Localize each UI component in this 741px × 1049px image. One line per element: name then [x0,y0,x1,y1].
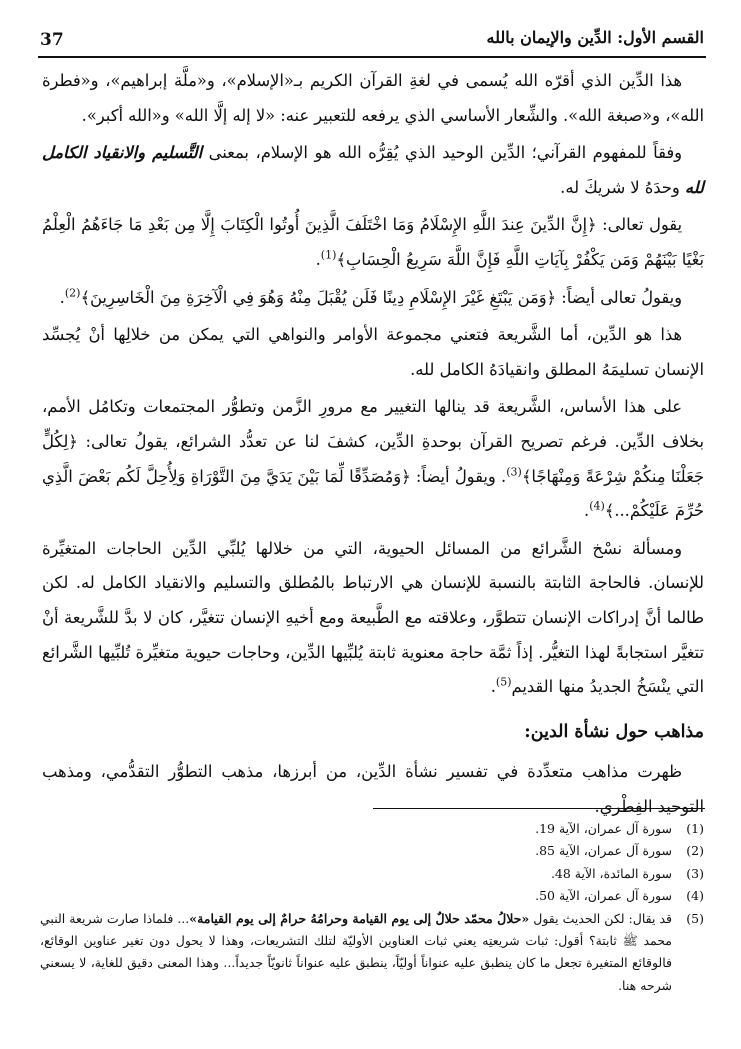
quran-verse-4: ﴿وَمُصَدِّقًا لِّمَا بَيْنَ يَدَيَّ مِنَ التَّوْرَاةِ وَلِأُحِلَّ لَكُم بَعْضَ الَّذِي حُرِّمَ عَلَيْكُمْ...﴾ [42,466,704,521]
paragraph-2 [42,136,704,205]
footnote-text: سورة المائدة، الآية 48. [550,865,672,881]
footnote-5-text-b: ... فلماذا صارت شريعة النبي محمد ﷺ ثابتة؟ أقول: ثبات شريعتِه يعني ثبات العناوين الأوليّة لتلك التشريعات، وهذا لا يحول دون تغير عناوين الوقائع، فالوقائع المتغيرة تجعل ما كان ينطبق عليه عنواناً أوليّاً، ينطبق عليه عنواناً ثانويّاً جديداً... وهذا المعنى دقيق للغاية، لا يسعني شرحه هنا. [40,910,672,993]
running-title: القسم الأول: الدِّين والإيمان بالله [486,28,704,47]
footnote-item [40,885,704,907]
footnotes [40,818,704,997]
footnote-ref-5[interactable]: (5) [495,675,512,689]
footnote-number: (5) [686,910,704,926]
paragraph-6-text-a: على هذا الأساس، الشَّريعة قد ينالها التغيير مع مرورِ الزَّمن وتطوُّر المجتمعات وتكامُل الأمم، بخلاف الدِّين. فرغم تصريح القرآن بوحدةِ الدِّين، كشفَ لنا عن تعدُّد الشرائع، يقولُ تعالى: [42,397,704,451]
footnote-item [40,818,704,840]
footnote-number: (1) [686,821,704,836]
quran-verse-1: ﴿إِنَّ الدِّينَ عِندَ اللَّهِ الإِسْلَامُ وَمَا اخْتَلَفَ الَّذِينَ أُوتُوا الْكِتَابَ إِلَّا مِن بَعْدِ مَا جَاءَهُمُ الْعِلْمُ بَغْيًا بَيْنَهُمْ وَمَن يَكْفُرْ بِآيَاتِ اللَّهِ فَإِنَّ اللَّهَ سَرِيعُ الْحِسَابِ﴾ [42,215,704,269]
paragraph-3: يقول تعالى: ﴿إِنَّ الدِّينَ عِندَ اللَّهِ الإِسْلَامُ وَمَا اخْتَلَفَ الَّذِينَ أُوتُوا الْكِتَابَ إِلَّا مِن بَعْدِ مَا جَاءَهُمُ الْعِلْمُ بَغْيًا بَيْنَهُمْ وَمَن يَكْفُرْ بِآيَاتِ اللَّهِ فَإِنَّ اللَّهَ سَرِيعُ الْحِسَابِ﴾$^{(1)}$. [42,215,704,269]
paragraph-8: ظهرت مذاهب متعدِّدة في تفسير نشأة الدِّين، من أبرزها، مذهب التطوُّر التقدُّمي، ومذهب التوحيد الفِطْري. [42,762,704,816]
footnote-item [40,863,704,885]
footnote-text: سورة آل عمران، الآية 85. [535,843,672,859]
hadith-quote: «حلالُ محمّد حلالٌ إلى يوم القيامة وحرامُهُ حرامٌ إلى يوم القيامة» [189,910,530,926]
footnote-number: (3) [686,865,704,881]
footnote-item [40,840,704,862]
quran-verse-3: ﴿لِكُلٍّ جَعَلْنَا مِنكُمْ شِرْعَةً وَمِنْهَاجًا﴾ [42,431,704,486]
paragraph-6-text-b: . ويقولُ أيضاً: [410,466,507,486]
footnote-number: (2) [686,843,704,859]
paragraph-6: على هذا الأساس، الشَّريعة قد ينالها التغيير مع مرورِ الزَّمن وتطوُّر المجتمعات وتكامُل الأمم، بخلاف الدِّين. فرغم تصريح القرآن بوحدةِ الدِّين، كشفَ لنا عن تعدُّد الشرائع، يقولُ تعالى: ﴿لِكُلٍّ جَعَلْنَا مِنكُمْ شِرْعَةً وَمِنْهَاجًا﴾$^{(3)}$. ويقولُ أيضاً: ﴿وَمُصَدِّقًا لِّمَا بَيْنَ يَدَيَّ مِنَ التَّوْرَاةِ وَلِأُحِلَّ لَكُم بَعْضَ الَّذِي حُرِّمَ عَلَيْكُمْ...﴾$^{(4)}$. [42,397,704,521]
paragraph-2-text-a: وفقاً للمفهوم القرآني؛ الدِّين الوحيد الذي يُقِرُّه الله هو الإسلام، بمعنى [202,143,682,163]
footnote-5-text-a: قد يقال: لكن الحديث يقول [529,910,673,926]
footnote-ref-3[interactable]: (3) [506,465,522,479]
paragraph-1: هذا الدِّين الذي أقرّه الله يُسمى في لغةِ القرآن الكريم بـ«الإسلام»، و«ملَّة إبراهيم»، و«فطرة الله»، و«صبغة الله». والشِّعار الأساسي الذي يرفعه للتعبير عنه: «لا إله إلَّا الله» و«الله أكبر». [42,71,704,125]
footnote-number: (4) [686,888,704,904]
paragraph-3-intro: يقول تعالى: [596,215,682,235]
footnote-text [40,908,672,998]
footnote-text: سورة آل عمران، الآية 50. [535,888,672,904]
paragraph-2-text-b: وحدَهُ لا شريكَ له. [560,177,685,197]
paragraph-4-intro: ويقولُ تعالى أيضاً: [556,287,682,307]
page-number: 37 [40,30,64,50]
paragraph-4: ويقولُ تعالى أيضاً: ﴿وَمَن يَبْتَغِ غَيْرَ الإِسْلَامِ دِينًا فَلَن يُقْبَلَ مِنْهُ وَهُوَ فِي الْآخِرَةِ مِنَ الْخَاسِرِينَ﴾$^{(2)}$. [59,286,682,307]
paragraph-2-emphasis: التَّسليم والانقياد الكامل لله [42,143,704,197]
paragraph-7: ومسألة نسْخ الشَّرائع من المسائل الحيوية، التي من خلالها يُلبِّي الدِّين الحاجات المتغيِّرة للإنسان. فالحاجة الثابتة بالنسبة للإنسان هي الارتباط بالمُطلق والتسليم والانقياد الكامل له. لكن طالما أنَّ إدراكات الإنسان تتطوَّر، وعلاقته مع الطَّبيعة ومع أخيهِ الإنسان تتغيَّر، كان لا بدَّ للشَّريعة أنْ تتغيَّر استجابةً لهذا التغيُّر. إذاً ثمَّة حاجة معنوية ثابتة يُلبِّيها الدِّين، وحاجات حيوية متغيِّرة تُلبِّيها الشَّرائع التي ينْسَخُ الجديدُ منها القديم$^{(5)}$. [42,538,704,697]
main-text [42,64,704,827]
footnote-ref-2[interactable]: (2) [64,286,81,300]
footnote-item [40,908,704,998]
footnote-divider [373,808,705,809]
footnote-ref-1[interactable]: (1) [320,248,337,262]
header-divider [38,56,706,58]
paragraph-5: هذا هو الدِّين، أما الشَّريعة فتعني مجموعة الأوامر والنواهي التي يمكن من خلالِها أنْ يُجسِّد الإنسان تسليمَهُ المطلق وانقيادَهُ الكامل لله. [42,325,704,379]
paragraph-7-text: ومسألة نسْخ الشَّرائع من المسائل الحيوية، التي من خلالها يُلبِّي الدِّين الحاجات المتغيِّرة للإنسان. فالحاجة الثابتة بالنسبة للإنسان هي الارتباط بالمُطلق والتسليم والانقياد الكامل له. لكن طالما أنَّ إدراكات الإنسان تتطوَّر، وعلاقته مع الطَّبيعة ومع أخيهِ الإنسان تتغيَّر، كان لا بدَّ للشَّريعة أنْ تتغيَّر استجابةً لهذا التغيُّر. إذاً ثمَّة حاجة معنوية ثابتة يُلبِّيها الدِّين، وحاجات حيوية متغيِّرة تُلبِّيها الشَّرائع التي ينْسَخُ الجديدُ منها القديم [42,538,704,697]
footnote-ref-4[interactable]: (4) [589,499,605,513]
footnote-text: سورة آل عمران، الآية 19. [535,821,672,836]
section-heading: مذاهب حول نشأة الدين: [524,721,704,742]
page-header [40,26,704,56]
quran-verse-2: ﴿وَمَن يَبْتَغِ غَيْرَ الإِسْلَامِ دِينًا فَلَن يُقْبَلَ مِنْهُ وَهُوَ فِي الْآخِرَةِ مِنَ الْخَاسِرِينَ﴾ [80,287,557,307]
